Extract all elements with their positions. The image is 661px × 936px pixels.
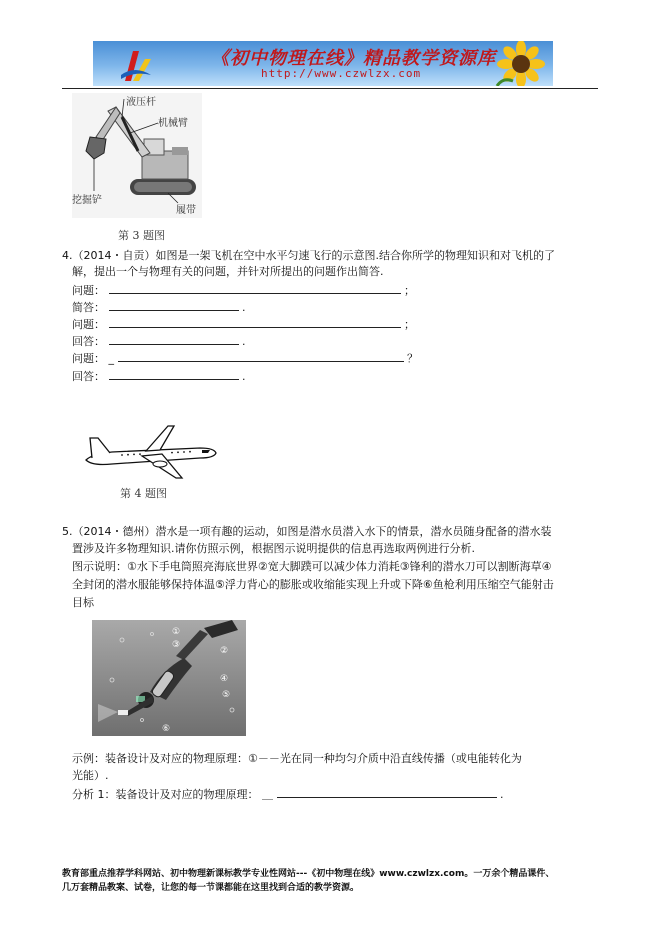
figure4-caption: 第 4 题图 [120, 487, 167, 500]
q4-row-label: 简答： [72, 301, 105, 314]
footer-line1: 教育部重点推荐学科网站、初中物理新课标教学专业性网站---《初中物理在线》www.czwlzx.com。一万余个精品课件、 [62, 869, 555, 879]
label-shovel: 挖掘铲 [72, 195, 102, 206]
banner-title: 《初中物理在线》精品教学资源库 [211, 48, 496, 69]
q4-intro-line2: 解，提出一个与物理有关的问题，并针对所提出的问题作出简答. [72, 265, 384, 278]
q5-line5: 目标 [72, 596, 94, 609]
marker-3: ③ [172, 640, 181, 650]
answer-blank[interactable] [109, 334, 239, 345]
q4-row-label: 问题： [72, 318, 105, 331]
q5-line1: 5.（2014・德州）潜水是一项有趣的运动，如图是潜水员潜入水下的情景，潜水员随身配备的潜水装 [62, 525, 552, 538]
q5-example-line2: 光能）. [72, 769, 109, 782]
q4-row-label: 回答： [72, 370, 105, 383]
q4-row [72, 369, 246, 384]
label-track: 履带 [176, 205, 196, 216]
footer-line2: 几万套精品教案、试卷，让您的每一节课都能在这里找到合适的教学资源。 [62, 883, 360, 893]
answer-blank[interactable] [109, 317, 401, 328]
answer-blank[interactable] [109, 369, 239, 380]
marker-6: ⑥ [162, 724, 171, 734]
q5-analysis-end: . [500, 788, 504, 801]
marker-1: ① [172, 627, 181, 637]
diver-figure [92, 620, 246, 736]
q4-row-end: . [242, 301, 246, 314]
q4-row-end: ； [404, 284, 415, 297]
airplane-figure [82, 420, 218, 480]
figure3-caption: 第 3 题图 [118, 229, 165, 242]
q5-analysis-prefix: ＿ [262, 788, 273, 801]
q5-example-line1: 示例：装备设计及对应的物理原理：①－－光在同一种均匀介质中沿直线传播（或电能转化为 [72, 752, 522, 765]
q4-row [72, 317, 415, 332]
q4-row-label: 回答： [72, 335, 105, 348]
label-mechanical-arm: 机械臂 [158, 118, 188, 129]
q4-row-end: ？ [407, 352, 418, 365]
q4-row-label: 问题： [72, 284, 105, 297]
q4-row [72, 351, 418, 366]
airplane-icon [82, 420, 218, 480]
q4-row-prefix: _ [108, 352, 114, 365]
q4-row-label: 问题： [72, 352, 105, 365]
excavator-figure [72, 93, 202, 218]
answer-blank[interactable] [277, 787, 497, 798]
q4-row-end: . [242, 370, 246, 383]
site-logo-icon [119, 45, 153, 83]
q5-analysis-label: 分析 1：装备设计及对应的物理原理： [72, 788, 259, 801]
answer-blank[interactable] [109, 283, 401, 294]
q5-analysis-row [72, 787, 504, 802]
header-rule [62, 88, 598, 89]
sunflower-icon [493, 41, 549, 86]
label-hydraulic-rod: 液压杆 [126, 97, 156, 108]
q4-row [72, 283, 415, 298]
answer-blank[interactable] [109, 300, 239, 311]
banner-url[interactable]: http://www.czwlzx.com [261, 67, 422, 80]
q5-line3: 图示说明：①水下手电筒照亮海底世界②宽大脚蹼可以减少体力消耗③锋利的潜水刀可以割断海草④ [72, 560, 552, 573]
marker-2: ② [220, 646, 229, 656]
q4-row-end: ； [404, 318, 415, 331]
header-banner [93, 41, 553, 86]
q4-intro-line1: 4.（2014・自贡）如图是一架飞机在空中水平匀速飞行的示意图.结合你所学的物理知识和对飞机的了 [62, 249, 555, 262]
marker-5: ⑤ [222, 690, 231, 700]
q4-row [72, 334, 246, 349]
q5-line4: 全封闭的潜水服能够保持体温⑤浮力背心的膨胀或收缩能实现上升或下降⑥鱼枪利用压缩空气能射击 [72, 578, 554, 591]
q5-line2: 置涉及许多物理知识.请你仿照示例，根据图示说明提供的信息再选取两例进行分析. [72, 542, 475, 555]
q4-row-end: . [242, 335, 246, 348]
answer-blank[interactable] [118, 351, 404, 362]
marker-4: ④ [220, 674, 229, 684]
q4-row [72, 300, 246, 315]
